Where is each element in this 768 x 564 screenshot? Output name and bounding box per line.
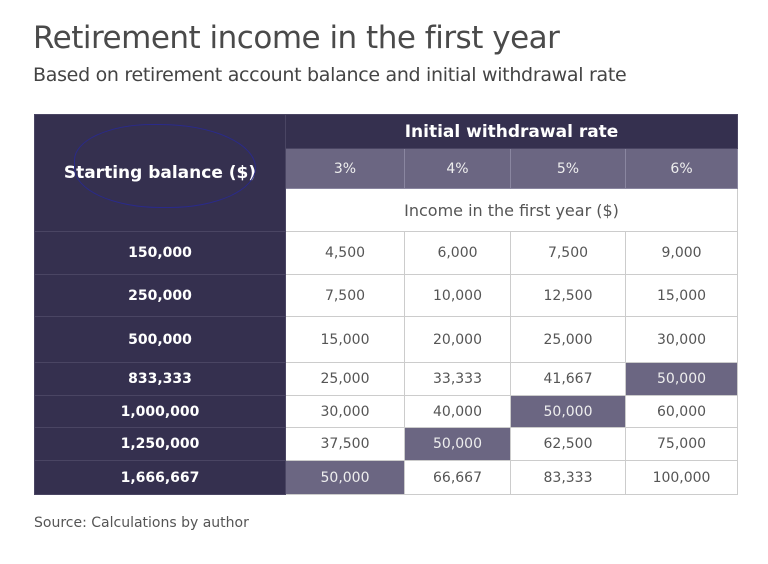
balance-cell: 1,666,667 bbox=[35, 461, 286, 495]
income-cell: 15,000 bbox=[286, 317, 405, 363]
column-group-header: Initial withdrawal rate bbox=[286, 115, 738, 149]
income-cell: 9,000 bbox=[626, 232, 738, 275]
income-cell: 62,500 bbox=[511, 428, 626, 461]
balance-cell: 250,000 bbox=[35, 275, 286, 317]
balance-cell: 150,000 bbox=[35, 232, 286, 275]
income-cell: 6,000 bbox=[405, 232, 511, 275]
column-header: 6% bbox=[626, 149, 738, 189]
income-cell: 4,500 bbox=[286, 232, 405, 275]
income-cell: 41,667 bbox=[511, 363, 626, 396]
income-cell: 60,000 bbox=[626, 396, 738, 428]
income-cell: 15,000 bbox=[626, 275, 738, 317]
income-cell: 7,500 bbox=[286, 275, 405, 317]
income-cell: 50,000 bbox=[626, 363, 738, 396]
income-cell: 83,333 bbox=[511, 461, 626, 495]
table-row bbox=[35, 428, 738, 461]
chart-subtitle: Based on retirement account balance and initial withdrawal rate bbox=[33, 64, 627, 86]
table-row bbox=[35, 317, 738, 363]
column-header: 5% bbox=[511, 149, 626, 189]
income-cell: 50,000 bbox=[511, 396, 626, 428]
value-label: Income in the first year ($) bbox=[286, 189, 738, 232]
income-cell: 12,500 bbox=[511, 275, 626, 317]
column-header: 3% bbox=[286, 149, 405, 189]
income-cell: 37,500 bbox=[286, 428, 405, 461]
income-table bbox=[34, 114, 738, 495]
income-cell: 50,000 bbox=[405, 428, 511, 461]
balance-cell: 1,250,000 bbox=[35, 428, 286, 461]
income-cell: 20,000 bbox=[405, 317, 511, 363]
chart-title: Retirement income in the first year bbox=[33, 20, 560, 56]
income-cell: 33,333 bbox=[405, 363, 511, 396]
income-cell: 100,000 bbox=[626, 461, 738, 495]
income-cell: 30,000 bbox=[286, 396, 405, 428]
column-header: 4% bbox=[405, 149, 511, 189]
table-row bbox=[35, 232, 738, 275]
income-cell: 10,000 bbox=[405, 275, 511, 317]
income-cell: 66,667 bbox=[405, 461, 511, 495]
table-row bbox=[35, 396, 738, 428]
income-cell: 25,000 bbox=[511, 317, 626, 363]
table-row bbox=[35, 275, 738, 317]
balance-cell: 1,000,000 bbox=[35, 396, 286, 428]
income-cell: 75,000 bbox=[626, 428, 738, 461]
income-cell: 50,000 bbox=[286, 461, 405, 495]
income-cell: 7,500 bbox=[511, 232, 626, 275]
income-cell: 40,000 bbox=[405, 396, 511, 428]
balance-cell: 833,333 bbox=[35, 363, 286, 396]
table-row bbox=[35, 363, 738, 396]
row-header: Starting balance ($) bbox=[35, 115, 286, 232]
table-row bbox=[35, 461, 738, 495]
balance-cell: 500,000 bbox=[35, 317, 286, 363]
income-cell: 25,000 bbox=[286, 363, 405, 396]
income-cell: 30,000 bbox=[626, 317, 738, 363]
source-note: Source: Calculations by author bbox=[34, 515, 249, 531]
